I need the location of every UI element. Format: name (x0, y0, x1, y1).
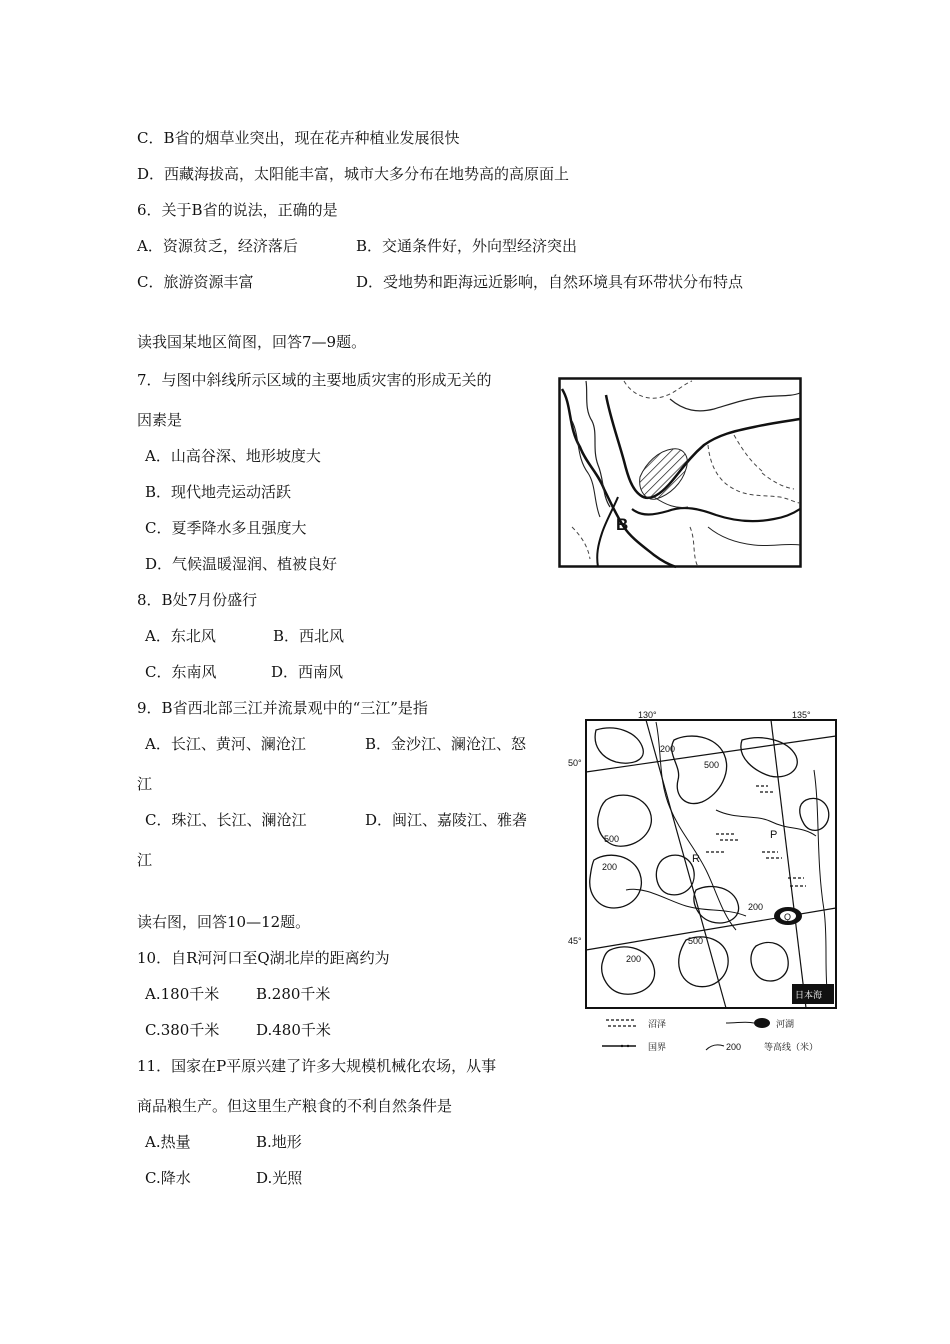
question-6: 6．关于B省的说法，正确的是 (137, 201, 338, 219)
label-q: Q (784, 912, 792, 922)
option-9b: B．金沙江、澜沧江、怒 (365, 735, 527, 753)
intro-7-9: 读我国某地区简图，回答7—9题。 (137, 333, 367, 351)
option-9b-cont: 江 (137, 775, 153, 793)
option-5c: C．B省的烟草业突出，现在花卉种植业发展很快 (137, 129, 460, 147)
question-7: 7．与图中斜线所示区域的主要地质灾害的形成无关的 (137, 371, 492, 389)
question-10: 10．自R河河口至Q湖北岸的距离约为 (137, 949, 390, 967)
question-8: 8．B处7月份盛行 (137, 591, 258, 609)
option-10a: A.180千米 (145, 985, 220, 1003)
question-11-cont: 商品粮生产。但这里生产粮食的不利自然条件是 (137, 1097, 453, 1115)
option-10d: D.480千米 (256, 1021, 331, 1039)
lat-50-label: 50° (568, 758, 582, 768)
option-9d-cont: 江 (137, 851, 153, 869)
legend-border: 国界 (648, 1042, 667, 1052)
contour-label: 500 (604, 834, 620, 844)
contour-label: 200 (660, 744, 676, 754)
option-8a: A．东北风 (145, 627, 216, 645)
lon-130-label: 130° (638, 710, 657, 720)
legend-contour: 等高线（米） (764, 1042, 819, 1052)
contour-label: 200 (602, 862, 618, 872)
label-japan-sea: 日本海 (795, 990, 823, 1000)
option-6b: B．交通条件好，外向型经济突出 (356, 237, 578, 255)
option-8c: C．东南风 (145, 663, 217, 681)
question-9: 9．B省西北部三江并流景观中的“三江”是指 (137, 699, 428, 717)
question-11: 11．国家在P平原兴建了许多大规模机械化农场，从事 (137, 1057, 497, 1075)
option-9d: D．闽江、嘉陵江、雅砻 (365, 811, 528, 829)
question-7-cont: 因素是 (137, 411, 183, 429)
option-11c: C.降水 (145, 1169, 191, 1187)
option-7c: C．夏季降水多且强度大 (145, 519, 307, 537)
option-6a: A．资源贫乏，经济落后 (137, 237, 298, 255)
contour-label: 200 (626, 954, 642, 964)
region-sketch-map (558, 377, 803, 569)
contour-label: 500 (688, 936, 704, 946)
lat-45-label: 45° (568, 936, 582, 946)
legend-contour-value: 200 (726, 1042, 742, 1052)
option-11d: D.光照 (256, 1169, 303, 1187)
contour-label: 500 (704, 760, 720, 770)
label-p: P (770, 829, 778, 841)
contour-label: 200 (748, 902, 764, 912)
intro-10-12: 读右图，回答10—12题。 (137, 913, 311, 931)
option-9a: A．长江、黄河、澜沧江 (145, 735, 306, 753)
map-legend (602, 1018, 818, 1052)
legend-lake: 河湖 (776, 1019, 795, 1029)
option-5d: D．西藏海拔高，太阳能丰富，城市大多分布在地势高的高原面上 (137, 165, 570, 183)
option-8b: B．西北风 (273, 627, 345, 645)
option-8d: D．西南风 (271, 663, 344, 681)
option-11a: A.热量 (145, 1133, 191, 1151)
option-7b: B．现代地壳运动活跃 (145, 483, 292, 501)
option-6c: C．旅游资源丰富 (137, 273, 254, 291)
option-10c: C.380千米 (145, 1021, 220, 1039)
legend-swamp: 沼泽 (648, 1019, 667, 1029)
lon-135-label: 135° (792, 710, 811, 720)
option-7a: A．山高谷深、地形坡度大 (145, 447, 321, 465)
topographic-map (566, 710, 842, 1060)
option-7d: D．气候温暖湿润、植被良好 (145, 555, 338, 573)
option-11b: B.地形 (256, 1133, 302, 1151)
label-r: R (692, 853, 700, 865)
map1-label-b: B (616, 515, 629, 534)
option-9c: C．珠江、长江、澜沧江 (145, 811, 307, 829)
option-6d: D．受地势和距海远近影响，自然环境具有环带状分布特点 (356, 273, 744, 291)
option-10b: B.280千米 (256, 985, 331, 1003)
